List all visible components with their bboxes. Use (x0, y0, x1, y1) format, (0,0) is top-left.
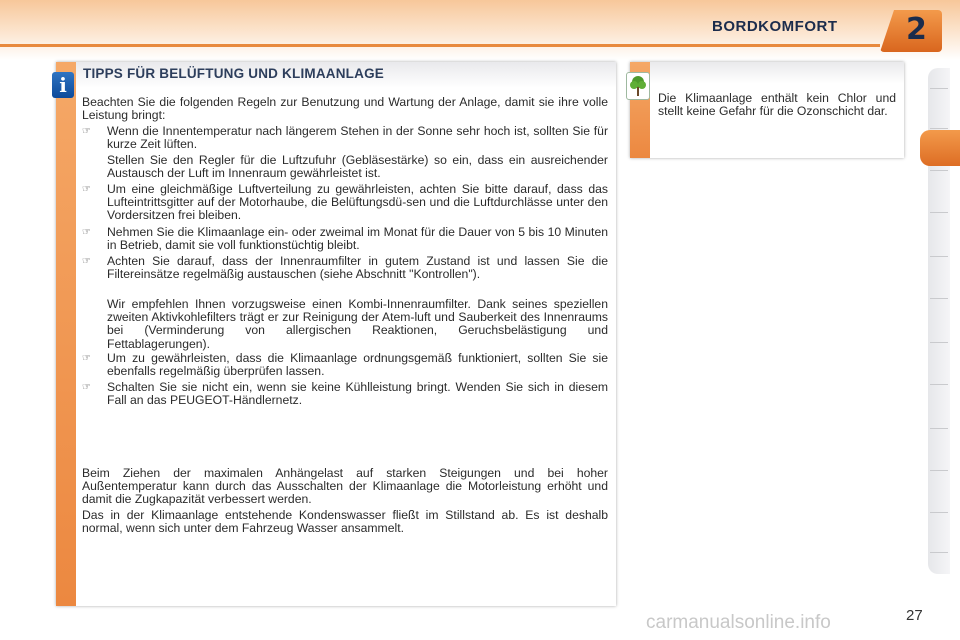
chapter-title: BORDKOMFORT (712, 18, 838, 35)
header-rule (0, 44, 880, 47)
page-number: 27 (906, 607, 923, 624)
eco-heading-band (650, 62, 904, 84)
tab-divider (930, 470, 948, 471)
condensate-paragraph: Das in der Klimaanlage entstehende Kondenswasser fließt im Stillstand ab. Es ist deshalb normal, wenn sich unter dem Fahrzeug Wasser ansammelt. (82, 508, 608, 536)
chapter-tab-active[interactable] (920, 130, 960, 166)
tab-divider (930, 212, 948, 213)
watermark: carmanualsonline.info (646, 612, 831, 633)
pointing-hand-icon: ☞ (82, 126, 91, 137)
tips-panel-sidebar (56, 62, 76, 606)
tab-divider (930, 88, 948, 89)
pointing-hand-icon: ☞ (82, 353, 91, 364)
list-item-subtext: Stellen Sie den Regler für die Luftzufuhr (Gebläsestärke) so ein, dass ein ausreichender Austausch der Luft im Innenraum gewährleistet ist. (107, 153, 608, 181)
leaf-icon (626, 72, 650, 100)
tips-title: TIPPS FÜR BELÜFTUNG UND KLIMAANLAGE (83, 66, 384, 81)
list-item-subtext: Wir empfehlen Ihnen vorzugsweise einen Kombi-Innenraumfilter. Dank seines speziellen zweiten Aktivkohlefilters trägt er zur Reinigung der Atem-luft und Sauberkeit des Innenraums bei (Verminderung von allergischen Reaktionen, Geruchsbelästigung und Fettablagerungen). (107, 297, 608, 351)
list-item-text: Um zu gewährleisten, dass die Klimaanlage ordnungsgemäß funktioniert, sollten Sie sie ebenfalls regelmäßig überprüfen lassen. (107, 351, 608, 379)
list-item-text: Nehmen Sie die Klimaanlage ein- oder zweimal im Monat für die Dauer von 5 bis 10 Minuten in Betrieb, damit sie voll funktionstüchtig bleibt. (107, 225, 608, 253)
tab-divider (930, 552, 948, 553)
tab-divider (930, 512, 948, 513)
pointing-hand-icon: ☞ (82, 382, 91, 393)
chapter-number: 2 (906, 12, 927, 47)
list-item-text: Wenn die Innentemperatur nach längerem Stehen in der Sonne sehr hoch ist, sollten Sie für kurze Zeit lüften. (107, 124, 608, 152)
tab-divider (930, 428, 948, 429)
tab-divider (930, 342, 948, 343)
list-item-text: Achten Sie darauf, dass der Innenraumfilter in gutem Zustand ist und lassen Sie die Filtereinsätze regelmäßig austauschen (siehe Abschnitt "Kontrollen"). (107, 254, 608, 282)
tab-divider (930, 384, 948, 385)
tab-divider (930, 298, 948, 299)
tab-divider (930, 256, 948, 257)
towing-paragraph: Beim Ziehen der maximalen Anhängelast auf starken Steigungen und bei hoher Außentemperatur kann durch das Ausschalten der Klimaanlage die Motorleistung erhöht und damit die Zugkapazität verbessert werden. (82, 466, 608, 507)
info-icon: i (52, 72, 74, 98)
tab-divider (930, 170, 948, 171)
list-item-text: Um eine gleichmäßige Luftverteilung zu gewährleisten, achten Sie bitte darauf, dass das Lufteintrittsgitter auf der Motorhaube, die Belüftungsdü-sen und die Luftdurchlässe unter den Vordersitzen frei bleiben. (107, 182, 608, 223)
tab-divider (930, 128, 948, 129)
tips-intro: Beachten Sie die folgenden Regeln zur Benutzung und Wartung der Anlage, damit sie ihre volle Leistung bringt: (82, 95, 608, 123)
pointing-hand-icon: ☞ (82, 184, 91, 195)
list-item-text: Schalten Sie sie nicht ein, wenn sie keine Kühlleistung bringt. Wenden Sie sich in diesem Fall an das PEUGEOT-Händlernetz. (107, 380, 608, 408)
eco-note: Die Klimaanlage enthält kein Chlor und stellt keine Gefahr für die Ozonschicht dar. (658, 91, 896, 119)
pointing-hand-icon: ☞ (82, 227, 91, 238)
pointing-hand-icon: ☞ (82, 256, 91, 267)
